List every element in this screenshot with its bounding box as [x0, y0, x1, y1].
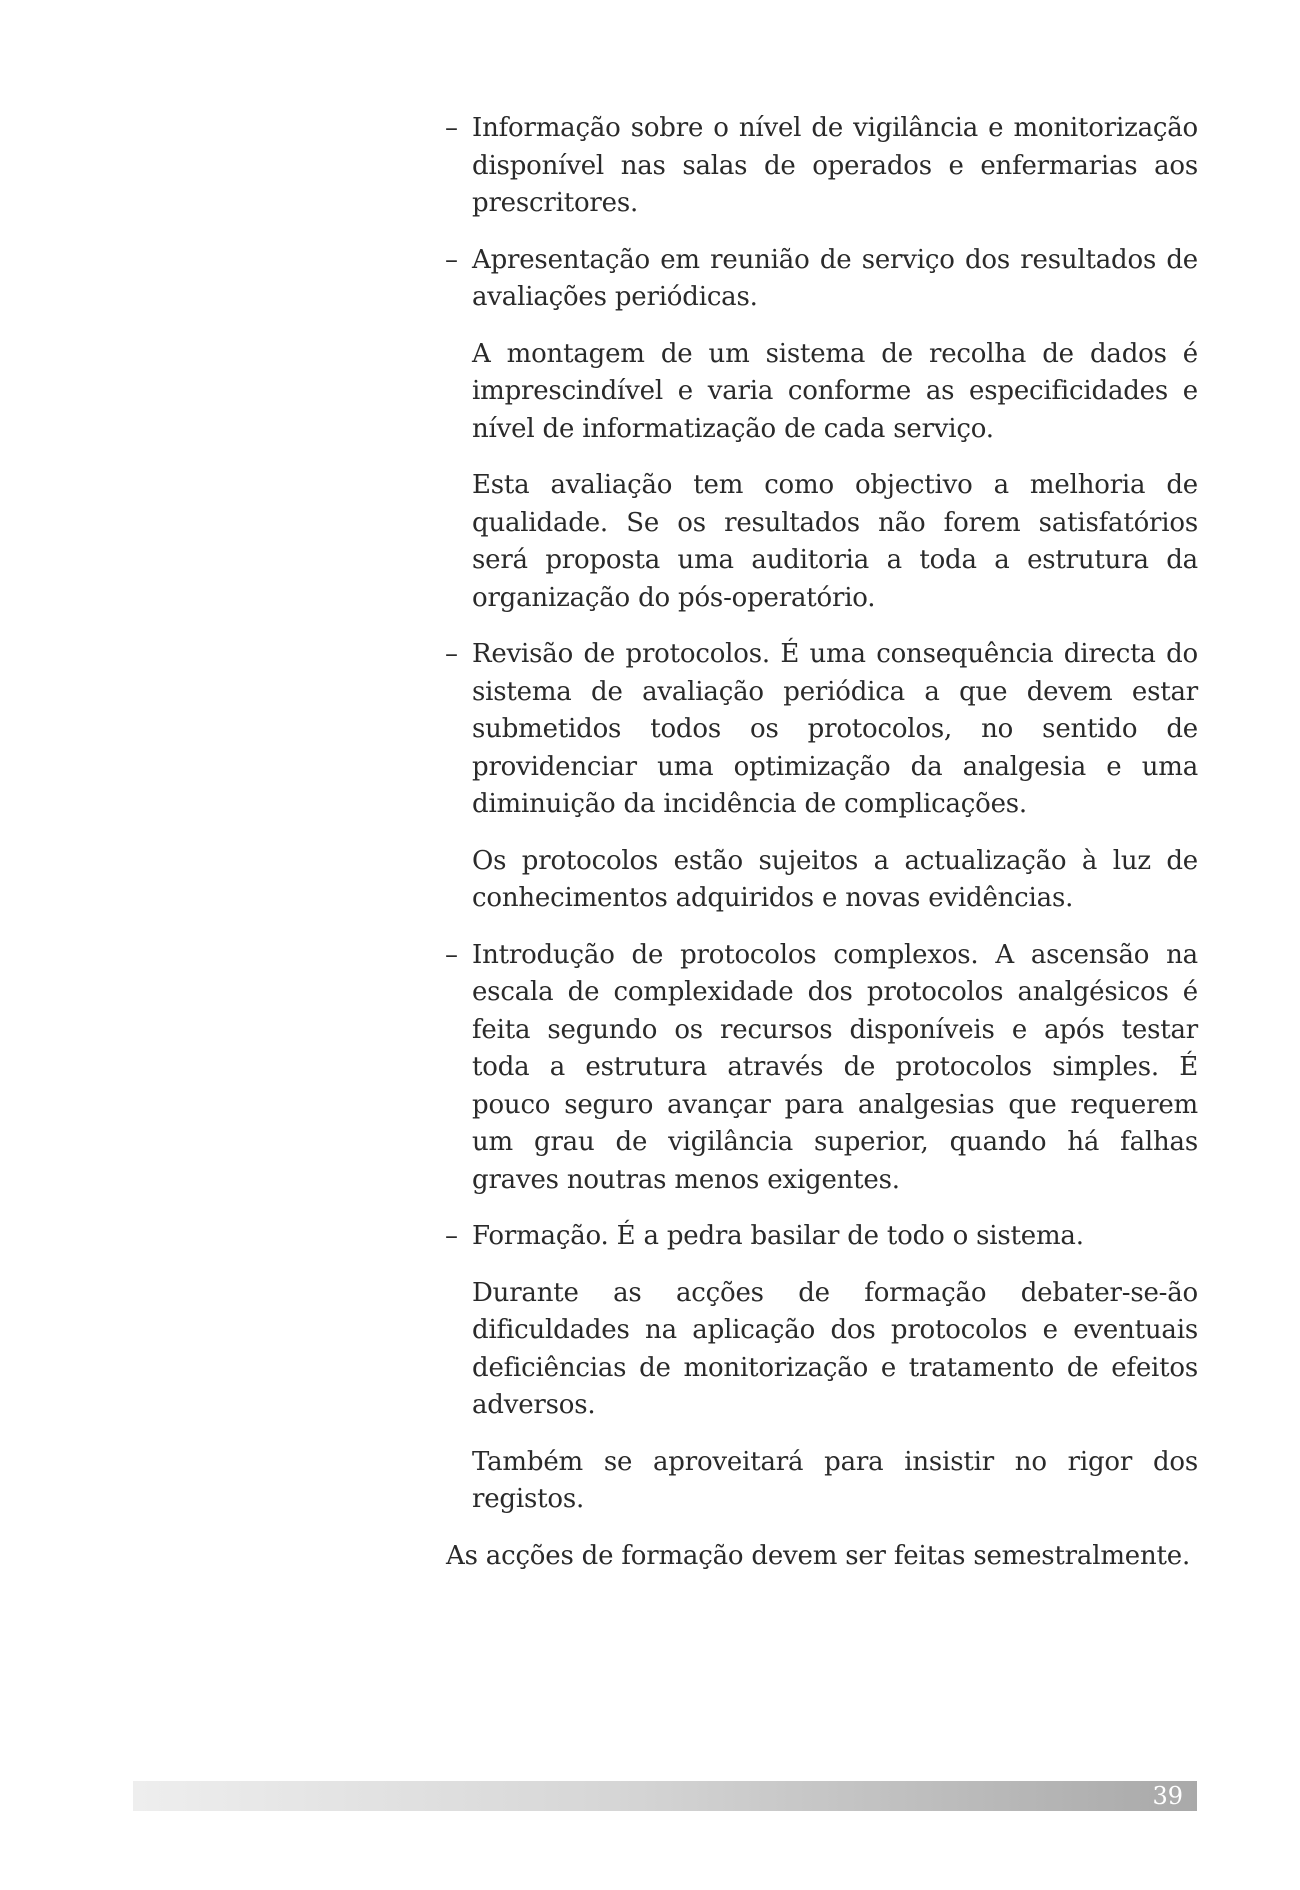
- paragraph-evaluation-goal: Esta avaliação tem como objectivo a melhoria de qualidade. Se os resultados não forem satisfatórios será proposta uma auditoria a toda a estrutura da organização do pós-operatório.: [472, 470, 1198, 613]
- bullet-complex-protocols: [446, 937, 1198, 1200]
- paragraph-text: Apresentação em reunião de serviço dos resultados de avaliações periódicas.: [472, 244, 1198, 312]
- bullet-information-vigilance: [446, 110, 1198, 223]
- paragraph-protocol-updates: Os protocolos estão sujeitos a actualização à luz de conhecimentos adquiridos e novas evidências.: [472, 845, 1198, 913]
- bullet-service-meeting: [446, 242, 1198, 317]
- dash-marker: –: [445, 244, 458, 275]
- paragraph-text: Formação. É a pedra basilar de todo o sistema.: [472, 1221, 1084, 1251]
- paragraph-text: Informação sobre o nível de vigilância e monitorização disponível nas salas de operados e enfermarias aos prescritores.: [472, 113, 1198, 218]
- dash-marker: –: [445, 939, 458, 970]
- dash-marker: –: [445, 1221, 458, 1251]
- paragraph-data-collection: A montagem de um sistema de recolha de dados é imprescindível e varia conforme as especificidades e nível de informatização de cada serviço.: [472, 338, 1198, 444]
- page-body: [446, 110, 1198, 1575]
- paragraph-text: Introdução de protocolos complexos. A ascensão na escala de complexidade dos protocolos analgésicos é feita segundo os recursos disponíveis e após testar toda a estrutura através de protocolos simples. É pouco seguro avançar para analgesias que requerem um grau de vigilância superior, quando há falhas graves noutras menos exigentes.: [472, 939, 1198, 1195]
- paragraph-record-rigor: Também se aproveitará para insistir no rigor dos registos.: [472, 1446, 1198, 1514]
- bullet-protocol-review: [446, 636, 1198, 824]
- paragraph-training-actions: Durante as acções de formação debater-se-ão dificuldades na aplicação dos protocolos e eventuais deficiências de monitorização e tratamento de efeitos adversos.: [472, 1277, 1198, 1420]
- dash-marker: –: [445, 639, 458, 669]
- bullet-training: [446, 1218, 1198, 1256]
- dash-marker: –: [445, 113, 458, 143]
- paragraph-text: Revisão de protocolos. É uma consequência directa do sistema de avaliação periódica a que devem estar submetidos todos os protocolos, no sentido de providenciar uma optimização da analgesia e uma diminuição da incidência de complicações.: [472, 639, 1198, 819]
- footer-gradient-bar: [133, 1781, 1197, 1811]
- page-number: 39: [1152, 1782, 1183, 1810]
- paragraph-training-frequency: As acções de formação devem ser feitas semestralmente.: [446, 1540, 1191, 1571]
